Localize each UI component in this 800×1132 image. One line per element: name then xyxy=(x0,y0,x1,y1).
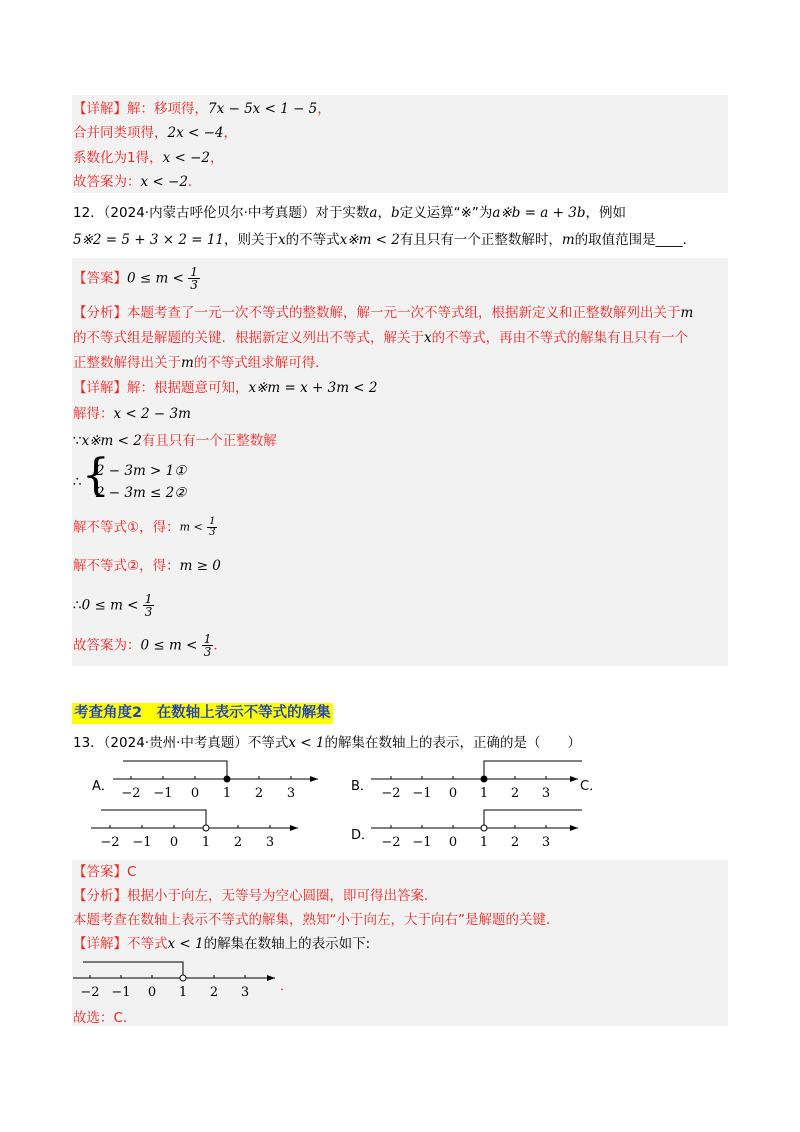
analysis-line-13-2: 本题考查在数轴上表示不等式的解集，熟知“小于向左，大于向右”是解题的关键． xyxy=(73,912,560,928)
tick-label: −1 xyxy=(132,835,152,850)
analysis-line-1: 【分析】本题考查了一元一次不等式的整数解，解一元一次不等式组，根据新定义和正整数解列出关于m xyxy=(73,305,694,321)
solution-bracket xyxy=(83,962,183,978)
tick-label: 2 xyxy=(233,835,243,850)
tick-label: 1 xyxy=(201,835,211,850)
detail-line-2: 合并同类项得，2x < −4， xyxy=(73,125,237,141)
tick-label: 1 xyxy=(479,835,489,850)
option-c-label[interactable]: C． xyxy=(580,779,603,794)
tick-label: 0 xyxy=(169,835,179,850)
detail-line-3: 系数化为1得，x < −2， xyxy=(73,150,224,166)
option-d-label[interactable]: D． xyxy=(351,828,375,843)
tick-label: 3 xyxy=(240,985,250,1000)
inequality-system: { 2 − 3m > 1① 2 − 3m ≤ 2② xyxy=(86,460,186,504)
fraction: $\frac{1}{3}$ xyxy=(190,265,198,292)
tick-label: 0 xyxy=(147,985,157,1000)
tick-label: −1 xyxy=(111,985,131,1000)
tick-label: −2 xyxy=(381,835,401,850)
conclusion-line: ∴0 ≤ m < $\frac{1}{3}$ xyxy=(73,592,153,619)
fraction: $\frac{1}{3}$ xyxy=(144,592,153,619)
option-a-label[interactable]: A． xyxy=(92,779,114,794)
tick-label: 2 xyxy=(510,835,520,850)
tick-label: 3 xyxy=(286,786,296,801)
step-2-line: 解不等式②，得：m ≥ 0 xyxy=(73,558,221,574)
option-b-label[interactable]: B． xyxy=(351,779,373,794)
detail-line: 【详解】解：根据题意可知，x※m = x + 3m < 2 xyxy=(73,380,378,396)
fraction: $\frac{1}{3}$ xyxy=(209,516,216,538)
detail-line-13: 【详解】不等式x < 1的解集在数轴上的表示如下: xyxy=(73,936,371,952)
tick-label: −1 xyxy=(412,786,432,801)
tick-label: 1 xyxy=(479,786,489,801)
question-12-line-2: 5※2 = 5 + 3 × 2 = 11，则关于x的不等式x※m < 2有且只有一个正整数解时，m的取值范围是____． xyxy=(73,232,697,248)
select-line: 故选：C． xyxy=(73,1010,137,1026)
because-line: ∵x※m < 2有且只有一个正整数解 xyxy=(73,433,277,449)
axis-period: ． xyxy=(280,979,294,994)
hollow-dot xyxy=(180,975,186,981)
tick-label: 0 xyxy=(190,786,200,801)
tick-label: 2 xyxy=(254,786,264,801)
tick-label: −2 xyxy=(381,786,401,801)
tick-label: 3 xyxy=(265,835,275,850)
analysis-line-3: 正整数解得出关于m的不等式组求解可得． xyxy=(73,355,329,371)
tick-label: −2 xyxy=(121,786,141,801)
fraction: $\frac{1}{3}$ xyxy=(203,632,212,659)
answer-line-13: 【答案】C xyxy=(73,864,137,880)
tick-label: 1 xyxy=(178,985,188,1000)
tick-label: 3 xyxy=(541,786,551,801)
tick-label: 3 xyxy=(541,835,551,850)
solve-line: 解得：x < 2 − 3m xyxy=(73,406,191,422)
tick-label: −2 xyxy=(100,835,120,850)
tick-label: −1 xyxy=(153,786,173,801)
tick-label: 2 xyxy=(510,786,520,801)
tick-label: 0 xyxy=(448,786,458,801)
tick-label: 0 xyxy=(448,835,458,850)
tick-label: 2 xyxy=(209,985,219,1000)
section-heading: 考查角度2 在数轴上表示不等式的解集 xyxy=(72,703,333,724)
question-13-text: 13．（2024·贵州·中考真题）不等式x < 1的解集在数轴上的表示，正确的是（ ） xyxy=(73,735,581,751)
answer-line: 【答案】0 ≤ m < $\frac{1}{3}$ xyxy=(73,265,198,292)
detail-line-1: 【详解】解：移项得，7x − 5x < 1 − 5， xyxy=(73,101,331,117)
solution-number-line xyxy=(73,962,275,1000)
answer-blank[interactable]: ____ xyxy=(655,232,683,248)
step-1-line: 解不等式①，得：m < $\frac{1}{3}$ xyxy=(73,516,216,538)
system-line: ∴ { 2 − 3m > 1① 2 − 3m ≤ 2② xyxy=(73,460,186,506)
detail-line-4: 故答案为：x < −2． xyxy=(73,174,202,190)
question-12-line-1: 12．（2024·内蒙古呼伦贝尔·中考真题）对于实数a，b定义运算“※”为a※b = a + 3b，例如 xyxy=(73,205,626,221)
tick-label: −2 xyxy=(80,985,100,1000)
tick-label: 1 xyxy=(222,786,232,801)
analysis-line-2: 的不等式组是解题的关键．根据新定义列出不等式，解关于x的不等式，再由不等式的解集有且只有一个 xyxy=(73,330,689,346)
axis-arrow xyxy=(267,975,275,981)
analysis-line-13-1: 【分析】根据小于向左，无等号为空心圆圈，即可得出答案． xyxy=(73,888,438,904)
final-answer-line: 故答案为：0 ≤ m < $\frac{1}{3}$ ． xyxy=(73,632,227,659)
tick-label: −1 xyxy=(412,835,432,850)
